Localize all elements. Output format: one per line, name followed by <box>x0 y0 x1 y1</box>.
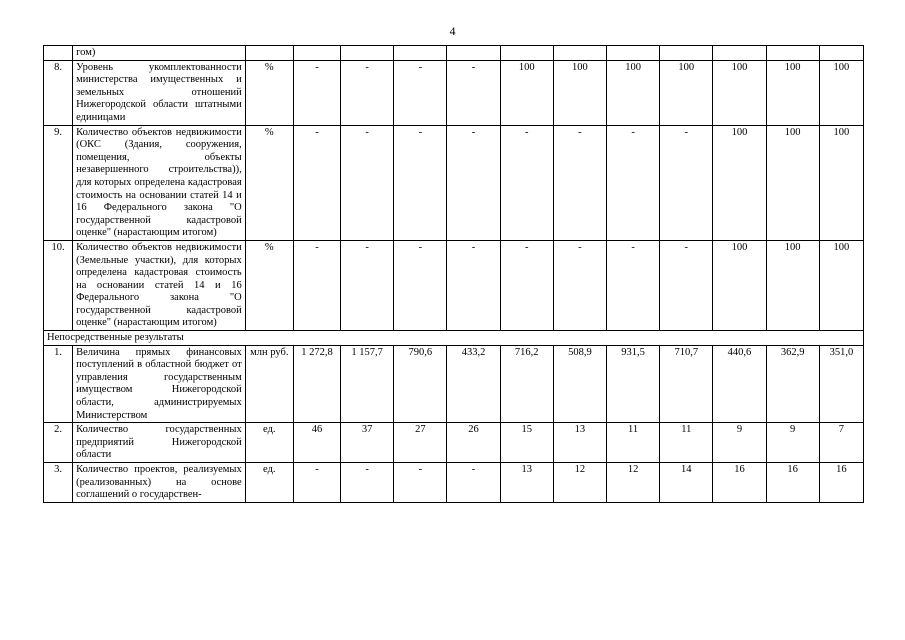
indicator-name: Количество объектов недвижимости (Земельные участки), для которых определена кадастровая стоимость на основании статей 14 и 16 Федерального закона "О государственной кадастровой оценке" (нарастающим итогом) <box>73 240 246 330</box>
value-cell: - <box>394 125 447 240</box>
value-cell: 100 <box>766 60 819 125</box>
value-cell: 26 <box>447 423 500 463</box>
indicator-name: Количество государственных предприятий Нижегородской области <box>73 423 246 463</box>
value-cell: 790,6 <box>394 345 447 423</box>
section-heading: Непосредственные результаты <box>44 331 864 346</box>
value-cell <box>500 46 553 61</box>
unit-cell <box>245 46 293 61</box>
indicators-table <box>43 45 864 503</box>
indicator-name: Уровень укомплектованности министерства имущественных и земельных отношений Нижегородской области штатными единицами <box>73 60 246 125</box>
value-cell <box>819 46 863 61</box>
value-cell: 100 <box>713 60 766 125</box>
value-cell: - <box>394 463 447 503</box>
value-cell: 100 <box>713 240 766 330</box>
value-cell: 1 157,7 <box>341 345 394 423</box>
value-cell: - <box>394 240 447 330</box>
value-cell: - <box>341 125 394 240</box>
value-cell: 508,9 <box>553 345 606 423</box>
value-cell: - <box>293 463 340 503</box>
value-cell: 100 <box>819 240 863 330</box>
value-cell: 100 <box>766 125 819 240</box>
value-cell: 100 <box>819 125 863 240</box>
table-row <box>44 463 864 503</box>
value-cell: 351,0 <box>819 345 863 423</box>
value-cell: 16 <box>713 463 766 503</box>
value-cell <box>553 46 606 61</box>
value-cell: 46 <box>293 423 340 463</box>
value-cell <box>713 46 766 61</box>
value-cell: 16 <box>766 463 819 503</box>
value-cell <box>293 46 340 61</box>
value-cell: 13 <box>500 463 553 503</box>
value-cell: 12 <box>607 463 660 503</box>
value-cell: - <box>293 60 340 125</box>
row-number <box>44 46 73 61</box>
unit-cell: ед. <box>245 423 293 463</box>
value-cell: 433,2 <box>447 345 500 423</box>
row-number: 10. <box>44 240 73 330</box>
value-cell <box>447 46 500 61</box>
indicator-name: Величина прямых финансовых поступлений в областной бюджет от управления государственным имуществом Нижегородской области, администрируемых Министерством <box>73 345 246 423</box>
value-cell: - <box>500 125 553 240</box>
value-cell: 14 <box>660 463 713 503</box>
value-cell: - <box>293 240 340 330</box>
table-body <box>44 46 864 503</box>
value-cell: 16 <box>819 463 863 503</box>
value-cell: - <box>553 240 606 330</box>
row-number: 2. <box>44 423 73 463</box>
row-number: 1. <box>44 345 73 423</box>
value-cell <box>660 46 713 61</box>
value-cell: - <box>607 125 660 240</box>
row-number: 8. <box>44 60 73 125</box>
value-cell: - <box>394 60 447 125</box>
value-cell: 100 <box>819 60 863 125</box>
value-cell: - <box>447 463 500 503</box>
value-cell: - <box>293 125 340 240</box>
unit-cell: ед. <box>245 463 293 503</box>
value-cell: 11 <box>607 423 660 463</box>
page-number: 4 <box>449 24 456 38</box>
value-cell: 37 <box>341 423 394 463</box>
value-cell: 9 <box>766 423 819 463</box>
value-cell: - <box>447 60 500 125</box>
value-cell: 710,7 <box>660 345 713 423</box>
value-cell: 12 <box>553 463 606 503</box>
value-cell: 11 <box>660 423 713 463</box>
value-cell: 100 <box>713 125 766 240</box>
value-cell <box>766 46 819 61</box>
value-cell: - <box>341 240 394 330</box>
table-row <box>44 125 864 240</box>
value-cell: 7 <box>819 423 863 463</box>
indicator-name: Количество объектов недвижимости (ОКС (Здания, сооружения, помещения, объекты незавершенного строительства)), для которых определена кадастровая стоимость на основании статей 14 и 16 Федерального закона "О государственной кадастровой оценке" (нарастающим итогом) <box>73 125 246 240</box>
unit-cell: % <box>245 60 293 125</box>
value-cell: 1 272,8 <box>293 345 340 423</box>
unit-cell: млн руб. <box>245 345 293 423</box>
unit-cell: % <box>245 240 293 330</box>
value-cell: 362,9 <box>766 345 819 423</box>
table-row <box>44 60 864 125</box>
value-cell <box>607 46 660 61</box>
value-cell: - <box>447 240 500 330</box>
value-cell: - <box>660 125 713 240</box>
value-cell: - <box>660 240 713 330</box>
value-cell: 15 <box>500 423 553 463</box>
table-row <box>44 46 864 61</box>
value-cell: 931,5 <box>607 345 660 423</box>
value-cell: 100 <box>553 60 606 125</box>
value-cell: - <box>500 240 553 330</box>
value-cell: 100 <box>660 60 713 125</box>
value-cell: - <box>447 125 500 240</box>
section-row <box>44 331 864 346</box>
table-row <box>44 423 864 463</box>
value-cell: 100 <box>607 60 660 125</box>
indicator-name: гом) <box>73 46 246 61</box>
value-cell: 9 <box>713 423 766 463</box>
value-cell: 13 <box>553 423 606 463</box>
table-row <box>44 345 864 423</box>
value-cell: 716,2 <box>500 345 553 423</box>
value-cell: - <box>607 240 660 330</box>
value-cell: - <box>341 463 394 503</box>
value-cell: 440,6 <box>713 345 766 423</box>
row-number: 3. <box>44 463 73 503</box>
indicator-name: Количество проектов, реализуемых (реализованных) на основе соглашений о государствен- <box>73 463 246 503</box>
value-cell: - <box>341 60 394 125</box>
value-cell: 27 <box>394 423 447 463</box>
row-number: 9. <box>44 125 73 240</box>
value-cell <box>394 46 447 61</box>
unit-cell: % <box>245 125 293 240</box>
table-row <box>44 240 864 330</box>
value-cell <box>341 46 394 61</box>
value-cell: 100 <box>766 240 819 330</box>
value-cell: 100 <box>500 60 553 125</box>
value-cell: - <box>553 125 606 240</box>
